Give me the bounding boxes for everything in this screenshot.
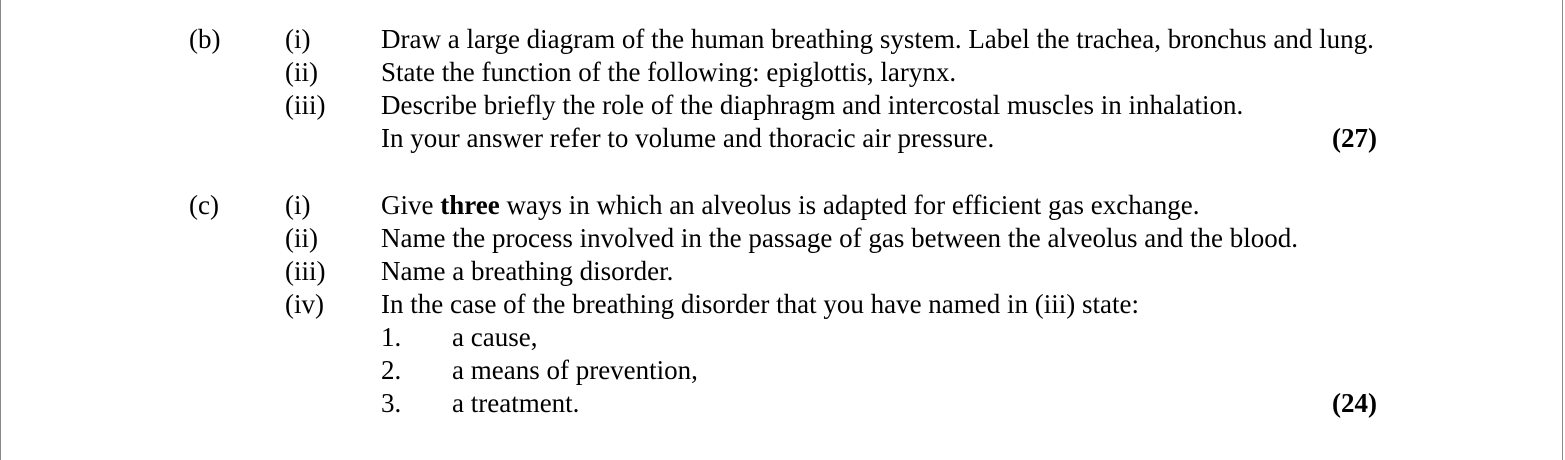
c-subitem-1-number: 1. <box>381 322 402 352</box>
c-item-1-text-pre: Give <box>381 190 441 220</box>
b-item-2-text: State the function of the following: epiglottis, larynx. <box>381 57 957 87</box>
c-item-3-text: Name a breathing disorder. <box>381 256 674 286</box>
section-b-marks: (27) <box>1332 123 1377 153</box>
c-item-3-number: (iii) <box>285 256 326 286</box>
c-subitem-2-text: a means of prevention, <box>452 355 698 385</box>
section-c-marks: (24) <box>1332 388 1377 418</box>
c-item-1-number: (i) <box>285 190 311 220</box>
c-item-1-text <box>381 189 1199 222</box>
c-item-4-text: In the case of the breathing disorder that you have named in (iii) state: <box>381 289 1139 319</box>
section-c-label: (c) <box>189 190 219 220</box>
c-subitem-2-number: 2. <box>381 355 402 385</box>
b-item-3-continuation: In your answer refer to volume and thoracic air pressure. <box>381 123 995 153</box>
c-item-2-text: Name the process involved in the passage of gas between the alveolus and the blood. <box>381 223 1298 253</box>
c-subitem-3-text: a treatment. <box>452 388 580 418</box>
c-item-2-number: (ii) <box>285 223 318 253</box>
b-item-1-text: Draw a large diagram of the human breathing system. Label the trachea, bronchus and lung. <box>381 24 1374 54</box>
b-item-1-number: (i) <box>285 24 311 54</box>
b-item-3-number: (iii) <box>285 90 326 120</box>
c-item-1-text-post: ways in which an alveolus is adapted for efficient gas exchange. <box>499 190 1200 220</box>
c-subitem-1-text: a cause, <box>452 322 538 352</box>
c-subitem-3-number: 3. <box>381 388 402 418</box>
c-item-4-number: (iv) <box>285 289 324 319</box>
b-item-3-text: Describe briefly the role of the diaphragm and intercostal muscles in inhalation. <box>381 90 1244 120</box>
c-item-1-text-bold: three <box>440 190 500 220</box>
b-item-2-number: (ii) <box>285 57 318 87</box>
section-b-label: (b) <box>189 24 221 54</box>
